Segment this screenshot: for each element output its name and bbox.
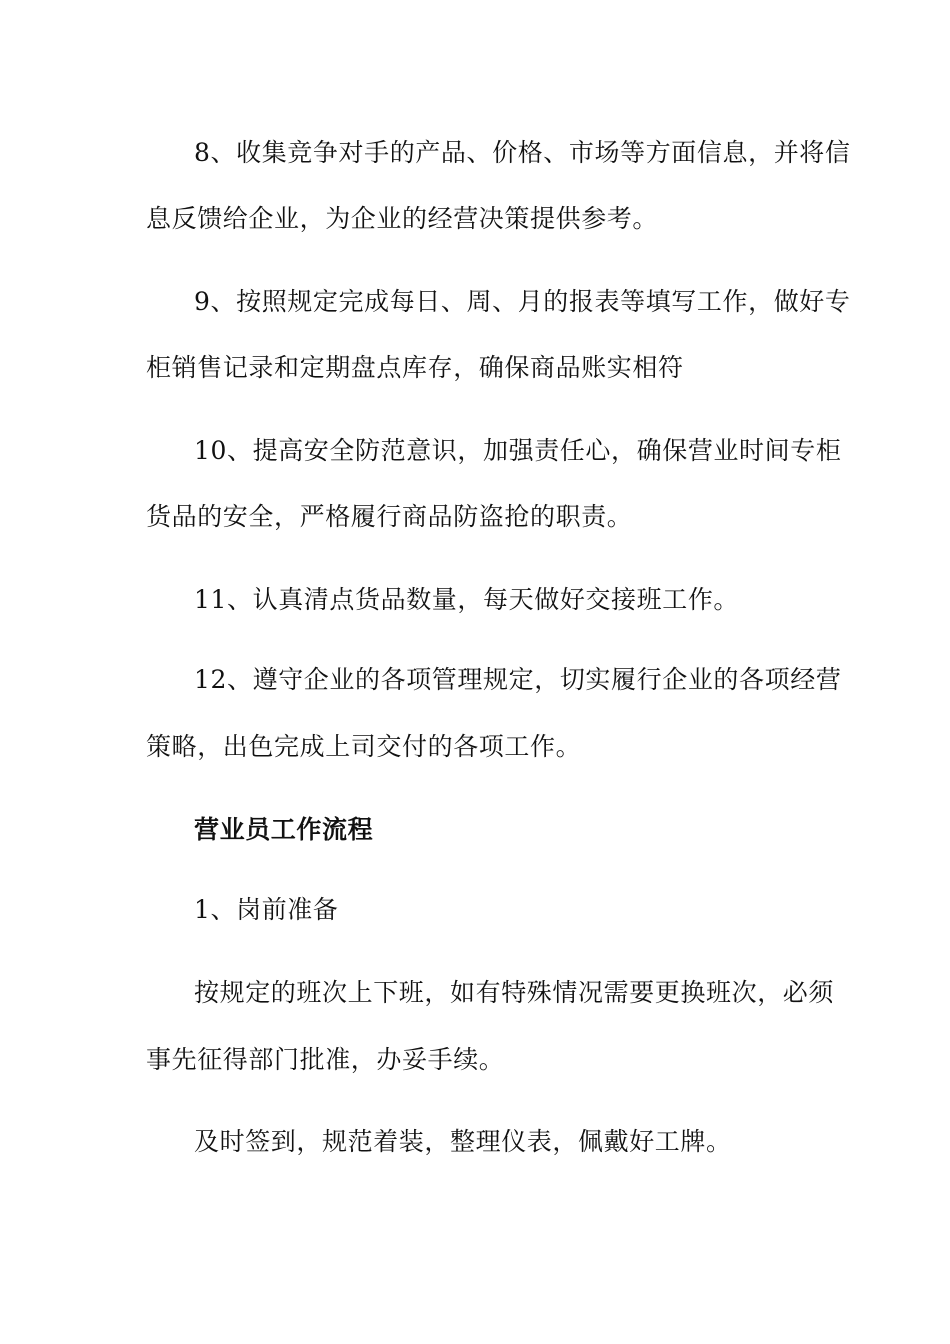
- item-10-line-1: 10、提高安全防范意识，加强责任心，确保营业时间专柜: [194, 436, 842, 465]
- subsection-title: 1、岗前准备: [194, 895, 339, 924]
- item-9-line-1: 9、按照规定完成每日、周、月的报表等填写工作，做好专: [194, 287, 851, 316]
- item-12-line-2: 策略，出色完成上司交付的各项工作。: [146, 732, 582, 761]
- paragraph-1-line-2: 事先征得部门批准，办妥手续。: [146, 1045, 505, 1074]
- item-8-line-1: 8、收集竞争对手的产品、价格、市场等方面信息，并将信: [194, 138, 851, 167]
- item-10-line-2: 货品的安全，严格履行商品防盗抢的职责。: [146, 502, 633, 531]
- section-heading: 营业员工作流程: [194, 815, 374, 844]
- item-12-line-1: 12、遵守企业的各项管理规定，切实履行企业的各项经营: [194, 665, 842, 694]
- item-9-line-2: 柜销售记录和定期盘点库存，确保商品账实相符: [146, 353, 684, 382]
- paragraph-1-line-1: 按规定的班次上下班，如有特殊情况需要更换班次，必须: [194, 978, 835, 1007]
- item-8-line-2: 息反馈给企业，为企业的经营决策提供参考。: [146, 204, 659, 233]
- paragraph-2-line-1: 及时签到，规范着装，整理仪表，佩戴好工牌。: [194, 1127, 732, 1156]
- item-11-line-1: 11、认真清点货品数量，每天做好交接班工作。: [194, 585, 740, 614]
